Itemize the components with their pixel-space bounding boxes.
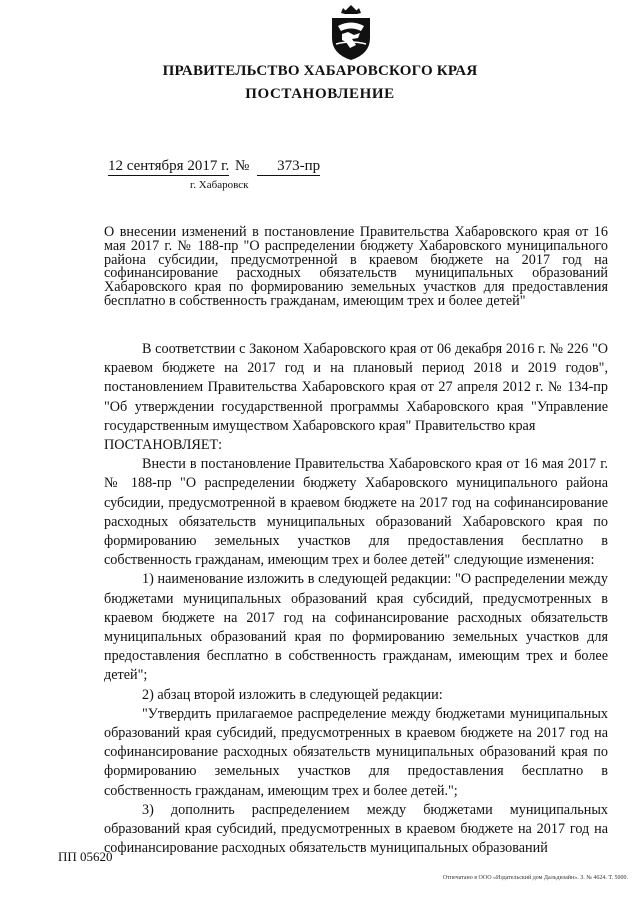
preamble-paragraph: В соответствии с Законом Хабаровского края от 06 декабря 2016 г. № 226 "О краевом бюджете на 2017 год и на плановый период 2018 и 2019 годов", постановлением Правительства Хабаровского края от 27 апреля 2012 г. № 134-пр "Об утверждении государственной программы Хабаровского края "Управление государственным имуществом Хабаровского края" Правительство края — [104, 341, 608, 434]
organization-name: ПРАВИТЕЛЬСТВО ХАБАРОВСКОГО КРАЯ — [162, 63, 478, 79]
city-label: г. Хабаровск — [190, 179, 249, 191]
document-subject: О внесении изменений в постановление Правительства Хабаровского края от 16 мая 2017 г. № 188-пр "О распределении бюджету Хабаровского муниципального района субсидии, предусмотренной в краевом бюджете на 2017 год на софинансирование расходных обязательств муниципальных образований Хабаровского края по формированию земельных участков для предоставления бесплатно в собственность гражданам, имеющим трех и более детей" — [104, 224, 608, 309]
coat-of-arms-icon — [326, 4, 376, 62]
document-number: 373-пр — [257, 158, 320, 176]
footer-document-code: ПП 05620 — [58, 849, 113, 864]
body-paragraph-5: 3) дополнить распределением между бюджетами муниципальных образований края субсидий, предусмотренных в краевом бюджете на 2017 год на софинансирование расходных обязательств муниципальных образований — [104, 801, 608, 857]
number-label: № — [235, 158, 250, 174]
body-paragraph-3: 2) абзац второй изложить в следующей редакции: — [142, 686, 443, 703]
date-number-line — [108, 158, 320, 176]
footer-print-note: Отпечатано в ООО «Издательский дом Дальдизайн». З. № 4624. Т. 5000. — [442, 875, 628, 881]
body-paragraph-4: "Утвердить прилагаемое распределение между бюджетами муниципальных образований края субсидий, предусмотренных в краевом бюджете на 2017 год на софинансирование расходных обязательств муниципальных образований края по формированию земельных участков для предоставления бесплатно в собственность гражданам, имеющим трех и более детей."; — [104, 705, 608, 799]
body-paragraph-1: Внести в постановление Правительства Хабаровского края от 16 мая 2017 г. № 188-пр "О распределении бюджету Хабаровского муниципального района субсидии, предусмотренной в краевом бюджете на 2017 год на софинансирование расходных обязательств муниципальных образований Хабаровского края по формированию земельных участков для предоставления бесплатно в собственность гражданам, имеющим трех и более детей" следующие изменения: — [104, 456, 608, 569]
document-body — [104, 340, 608, 858]
document-type-title: ПОСТАНОВЛЕНИЕ — [245, 86, 395, 102]
date-value: 12 сентября 2017 г. — [108, 158, 230, 174]
resolves-heading: ПОСТАНОВЛЯЕТ: — [104, 437, 223, 454]
body-paragraph-2: 1) наименование изложить в следующей редакции: "О распределении между бюджетами муниципальных образований края субсидий, предусмотренных в краевом бюджете на 2017 год на софинансирование расходных обязательств муниципальных образований края по формированию земельных участков для предоставления бесплатно в собственность гражданам, имеющим трех и более детей"; — [104, 571, 608, 684]
